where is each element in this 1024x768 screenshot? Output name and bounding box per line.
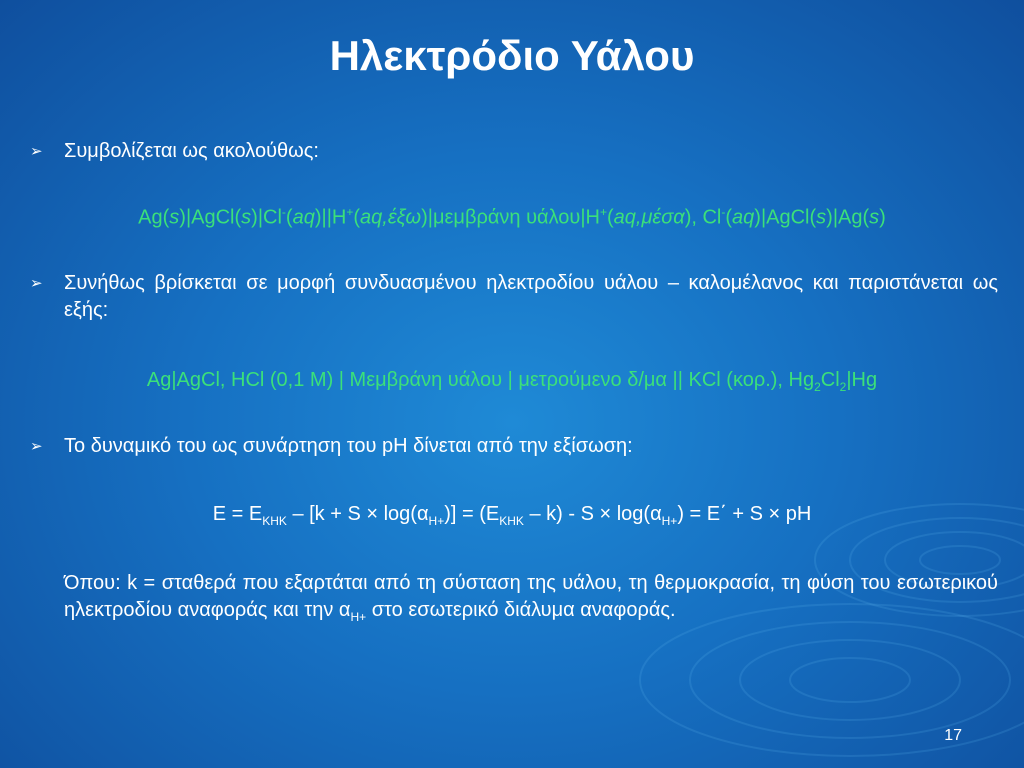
- arrow-bullet-icon: ➢: [30, 438, 43, 455]
- equation-note: Όπου: k = σταθερά που εξαρτάται από τη σύσταση της υάλου, τη θερμοκρασία, τη φύση του εσωτερικού ηλεκτροδίου αναφοράς και την $\alpha_{H+}$ στο εσωτερικό διάλυμα αναφοράς.: [64, 572, 998, 624]
- bullet-item: ➢ Το δυναμικό του ως συνάρτηση του pH δίνεται από την εξίσωση:: [30, 433, 998, 460]
- combined-electrode-formula: Ag|AgCl, HCl (0,1 M) | Μεμβράνη υάλου | μετρούμενο δ/μα || KCl (κορ.), $Hg_2Cl_2|Hg$: [146, 369, 878, 394]
- arrow-bullet-icon: ➢: [30, 143, 43, 160]
- cell-notation-formula: Ag(s)|AgCl(s)|Cl-(aq)||H+(aq,έξω)|μεμβράνη υάλου|H+(aq,μέσα), Cl-(aq)|AgCl(s)|Ag(s): [138, 205, 886, 229]
- arrow-bullet-icon: ➢: [30, 275, 43, 292]
- slide-title: Ηλεκτρόδιο Υάλου: [329, 32, 695, 79]
- potential-equation: $E = E_{KHK} - [k + S \times \log(\alpha_{H+})] = (E_{KHK} - k) - S \times \log(\alpha_{H+}) = E΄ + S$ × pH: [212, 503, 812, 528]
- bullet-item: ➢ Συμβολίζεται ως ακολούθως:: [30, 138, 998, 165]
- bullet-item: ➢ Συνήθως βρίσκεται σε μορφή συνδυασμένου ηλεκτροδίου υάλου – καλομέλανος και παριστάνεται ως εξής:: [30, 272, 998, 321]
- page-number: 17: [944, 727, 962, 744]
